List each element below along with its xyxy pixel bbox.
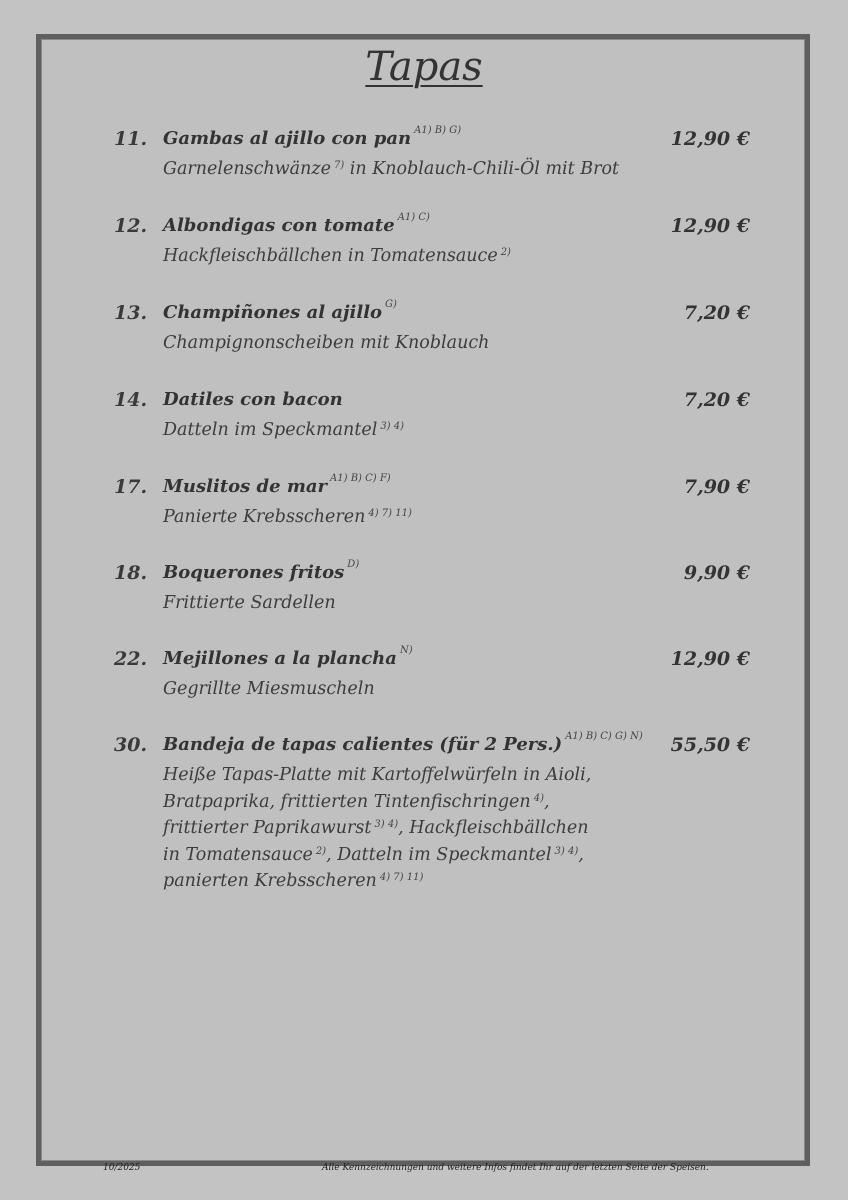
item-description — [163, 676, 723, 703]
additive-codes: 7) — [333, 160, 345, 171]
description-line — [163, 676, 723, 703]
item-name-text: Bandeja de tapas calientes (für 2 Pers.) — [163, 734, 563, 755]
item-name — [163, 645, 413, 669]
description-text: in Tomatensauce — [163, 844, 313, 865]
item-description — [163, 762, 723, 895]
item-name-text: Gambas al ajillo con pan — [163, 128, 412, 149]
item-name-text: Boquerones fritos — [163, 562, 345, 583]
description-text: in Knoblauch-Chili-Öl mit Brot — [344, 159, 620, 179]
description-line — [163, 243, 723, 270]
item-name-text: Datiles con bacon — [163, 389, 343, 410]
description-text: Panierte Krebsscheren — [163, 507, 366, 527]
description-text: , Datteln im Speckmantel — [326, 844, 552, 865]
description-line — [163, 330, 723, 357]
allergen-codes: A1) C) — [397, 212, 430, 223]
item-price: 12,90 € — [670, 648, 750, 670]
additive-codes: 3) 4) — [380, 421, 405, 432]
additive-codes: 4) 7) 11) — [368, 508, 412, 519]
item-description — [163, 504, 723, 531]
item-number: 14. — [114, 389, 148, 411]
item-description — [163, 417, 723, 444]
description-text: frittierter Paprikawurst — [163, 818, 372, 838]
description-line — [163, 590, 723, 617]
allergen-codes: A1) B) C) F) — [330, 473, 391, 484]
item-name-text: Muslitos de mar — [163, 476, 328, 497]
description-text: Heiße Tapas-Platte mit Kartoffelwürfeln in Aioli, — [163, 765, 592, 785]
item-description — [163, 243, 723, 270]
item-price: 12,90 € — [670, 215, 750, 237]
item-name — [163, 125, 462, 149]
description-text: , — [578, 844, 584, 865]
description-line — [163, 868, 723, 895]
footer-note: Alle Kennzeichnungen und weitere Infos findet Ihr auf der letzten Seite der Speisen. — [322, 1163, 709, 1173]
footer-date: 10/2025 — [103, 1163, 141, 1173]
description-line — [163, 417, 723, 444]
description-text: panierten Krebsscheren — [163, 871, 377, 891]
allergen-codes: G) — [385, 299, 397, 310]
item-number: 30. — [114, 734, 148, 756]
item-price: 9,90 € — [683, 562, 750, 584]
additive-codes: 3) 4) — [554, 845, 579, 857]
item-name — [163, 559, 360, 583]
item-name — [163, 212, 430, 236]
item-name-text: Mejillones a la plancha — [163, 648, 397, 669]
item-number: 18. — [114, 562, 148, 584]
additive-codes: 4) 7) 11) — [379, 872, 424, 883]
description-text: Garnelenschwänze — [163, 159, 331, 179]
item-name — [163, 389, 343, 410]
item-number: 22. — [114, 648, 148, 670]
allergen-codes: N) — [399, 645, 413, 656]
allergen-codes: A1) B) G) — [414, 125, 462, 136]
description-text: , Hackfleischbällchen — [398, 818, 589, 838]
additive-codes: 2) — [315, 845, 327, 857]
item-name-text: Champiñones al ajillo — [163, 302, 383, 323]
item-price: 12,90 € — [670, 128, 750, 150]
description-text: , — [543, 791, 550, 812]
description-text: Datteln im Speckmantel — [163, 420, 378, 440]
description-text: Hackfleischbällchen in Tomatensauce — [163, 246, 498, 266]
item-price: 7,20 € — [683, 389, 750, 411]
description-line — [163, 156, 723, 183]
description-text: Frittierte Sardellen — [163, 593, 336, 613]
description-line — [163, 504, 723, 531]
item-number: 11. — [114, 128, 148, 150]
item-description — [163, 156, 723, 183]
description-line — [163, 842, 723, 869]
description-text: Champignonscheiben mit Knoblauch — [163, 333, 490, 353]
item-name — [163, 299, 397, 323]
item-name — [163, 731, 643, 755]
item-description — [163, 590, 723, 617]
description-text: Gegrillte Miesmuscheln — [163, 679, 375, 699]
item-price: 55,50 € — [670, 734, 750, 756]
additive-codes: 2) — [500, 247, 511, 258]
description-line — [163, 815, 723, 842]
description-text: Bratpaprika, frittierten Tintenfischringen — [163, 791, 531, 812]
item-name-text: Albondigas con tomate — [163, 215, 395, 236]
item-price: 7,20 € — [683, 302, 750, 324]
item-description — [163, 330, 723, 357]
additive-codes: 3) 4) — [374, 819, 399, 830]
item-number: 17. — [114, 476, 148, 498]
allergen-codes: D) — [347, 559, 360, 570]
item-number: 13. — [114, 302, 148, 324]
item-price: 7,90 € — [683, 476, 750, 498]
item-name — [163, 473, 391, 497]
page-title: Tapas — [365, 44, 483, 90]
item-number: 12. — [114, 215, 148, 237]
description-line — [163, 762, 723, 789]
description-line — [163, 789, 723, 816]
allergen-codes: A1) B) C) G) N) — [565, 731, 643, 742]
additive-codes: 4) — [533, 792, 544, 804]
